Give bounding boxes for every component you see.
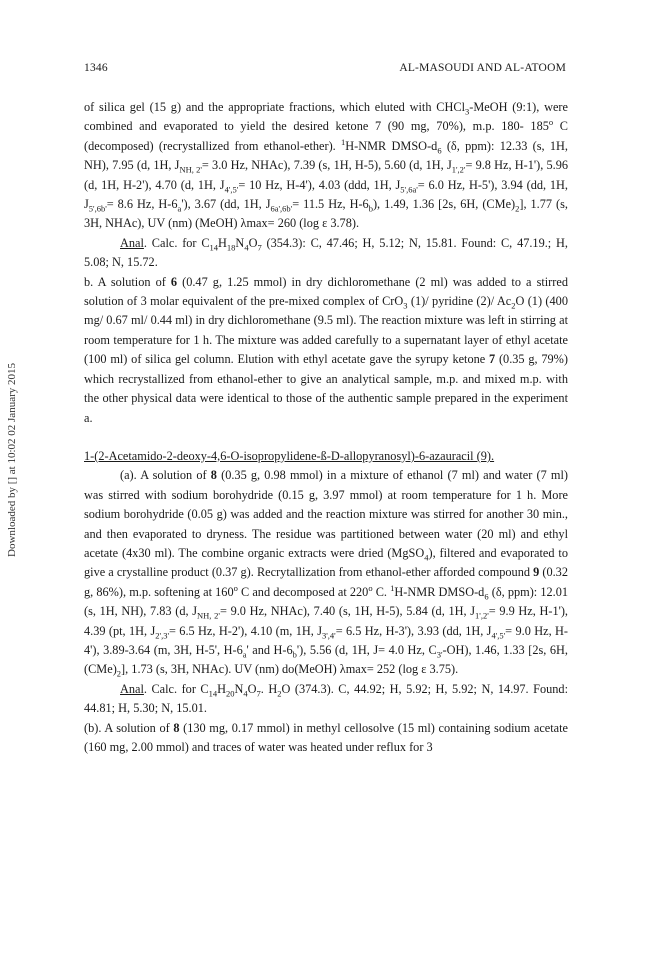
analysis-1: Anal. Calc. for $C_{14}H_{18}N_4O_7$ (354.3): C, 47.46; H, 5.12; N, 15.81. Found: C, 47.19.; H, 5.08; N, 15.72. <box>84 235 568 270</box>
paragraph-ketone-a: of silica gel (15 g) and the appropriate fractions, which eluted with CHCl$_3$-MeOH (9:1), were combined and evaporated to yield the desired ketone 7 (90 mg, 70%), m.p. 180- 185$^o$ C (decomposed) (recrystallized from ethanol-ether). $^1$H-NMR DMSO-$d_6$ (δ, ppm): 12.33 (s, 1H, NH), 7.95 (d, 1H, $J_{NH, 2'}= 3.0$ Hz, NHAc), 7.39 (s, 1H, H-5), 5.60 (d, 1H, $J_{1',2'}= 9.8$ Hz, H-1'), 5.96 (d, 1H, H-2'), 4.70 (d, 1H, $J_{4',5'}= 10$ Hz, H-4'), 4.03 (ddd, 1H, $J_{5',6a'}= 6.0$ Hz, H-5'), 3.94 (dd, 1H, $J_{5',6b'}= 8.6$ Hz, $H-6_a'$), 3.67 (dd, 1H, $J_{6a',6b'}= 11.5$ Hz, $H-6_b$), 1.49, 1.36 [2s, 6H, $(CMe)_2$], 1.77 (s, 3H, NHAc), UV (nm) (MeOH) λmax= 260 (log ε 3.78). <box>84 100 569 231</box>
page-number: 1346 <box>84 62 108 74</box>
paragraph-method-a: (a). A solution of 8 (0.35 g, 0.98 mmol) in a mixture of ethanol (7 ml) and water (7 ml) was stirred with sodium borohydride (0.15 g, 3.97 mmol) at room temperature for 1 h. More sodium borohydride (0.05 g) was added and the reaction mixture was stirred for another 30 min., and then evaporated to dryness. The residue was partitioned between water (20 ml) and ethyl acetate (4x30 ml). The combine organic extracts were dried (MgSO$_4$), filtered and evaporated to give a crystalline product (0.37 g). Recrytallization from ethanol-ether afforded compound 9 (0.32 g, 86%), m.p. softening at 160$^o$ C and decomposed at 220$^o$ C. $^1$H-NMR DMSO-$d_6$ (δ, ppm): 12.01 (s, 1H, NH), 7.83 (d, $J_{NH, 2'}= 9.0$ Hz, NHAc), 7.40 (s, 1H, H-5), 5.84 (d, 1H, $J_{1',2'}= 9.9$ Hz, H-1'), 4.39 (pt, 1H, $J_{2',3'}= 6.5$ Hz, H-2'), 4.10 (m, 1H, $J_{3',4'}= 6.5$ Hz, H-3'), 3.93 (dd, 1H, $J_{4',5'}= 9.0$ Hz, H-4'), 3.89-3.64 (m, 3H, H-5', $H-6_a'$ and $H-6_b'$), 5.56 (d, 1H, J= 4.0 Hz, $C_{3'}-OH$), 1.46, 1.33 [2s, 6H, $(CMe)_2$], 1.73 (s, 3H, NHAc). UV (nm) do(MeOH) λmax= 252 (log ε 3.75). <box>84 468 569 679</box>
section-heading: 1-(2-Acetamido-2-deoxy-4,6-O-isopropylidene-ß-D-allopyranosyl)-6-azauracil (9). <box>84 448 495 463</box>
paragraph-ketone-b: b. A solution of 6 (0.47 g, 1.25 mmol) in dry dichloromethane (2 ml) was added to a stirred solution of 3 molar equivalent of the pre-mixed complex of CrO$_3$ (1)/ pyridine (2)/ $Ac_2O$ (1) (400 mg/ 0.67 ml/ 0.44 ml) in dry dichloromethane (9.5 ml). The reaction mixture was left in stirring at room temperature for 1 h. The mixture was added carefully to a supernatant layer of ethyl acetate (100 ml) of silica gel column. Elution with ethyl acetate gave the syrupy ketone 7 (0.35 g, 79%) which recrystallized from ethanol-ether to give an analytical sample, m.p. and mixed m.p. with the other physical data were identical to those of the authentic sample prepared in the experiment a. <box>84 274 568 425</box>
running-title: AL-MASOUDI AND AL-ATOOM <box>399 62 566 74</box>
page-header <box>84 62 566 78</box>
paragraph-method-b: (b). A solution of 8 (130 mg, 0.17 mmol) in methyl cellosolve (15 ml) containing sodium acetate (160 mg, 2.00 mmol) and traces of water was heated under reflux for 3 <box>84 720 569 754</box>
analysis-2: Anal. Calc. for $C_{14}H_{20}N_4O_7$. $H_2O$ (374.3). C, 44.92; H, 5.92; H, 5.92; N, 14.97. Found: 44.81; H, 5.30; N, 15.01. <box>84 681 568 716</box>
article-body <box>84 98 568 757</box>
download-note: Downloaded by [] at 10:02 02 January 2015 <box>6 363 18 557</box>
download-watermark <box>2 290 22 630</box>
